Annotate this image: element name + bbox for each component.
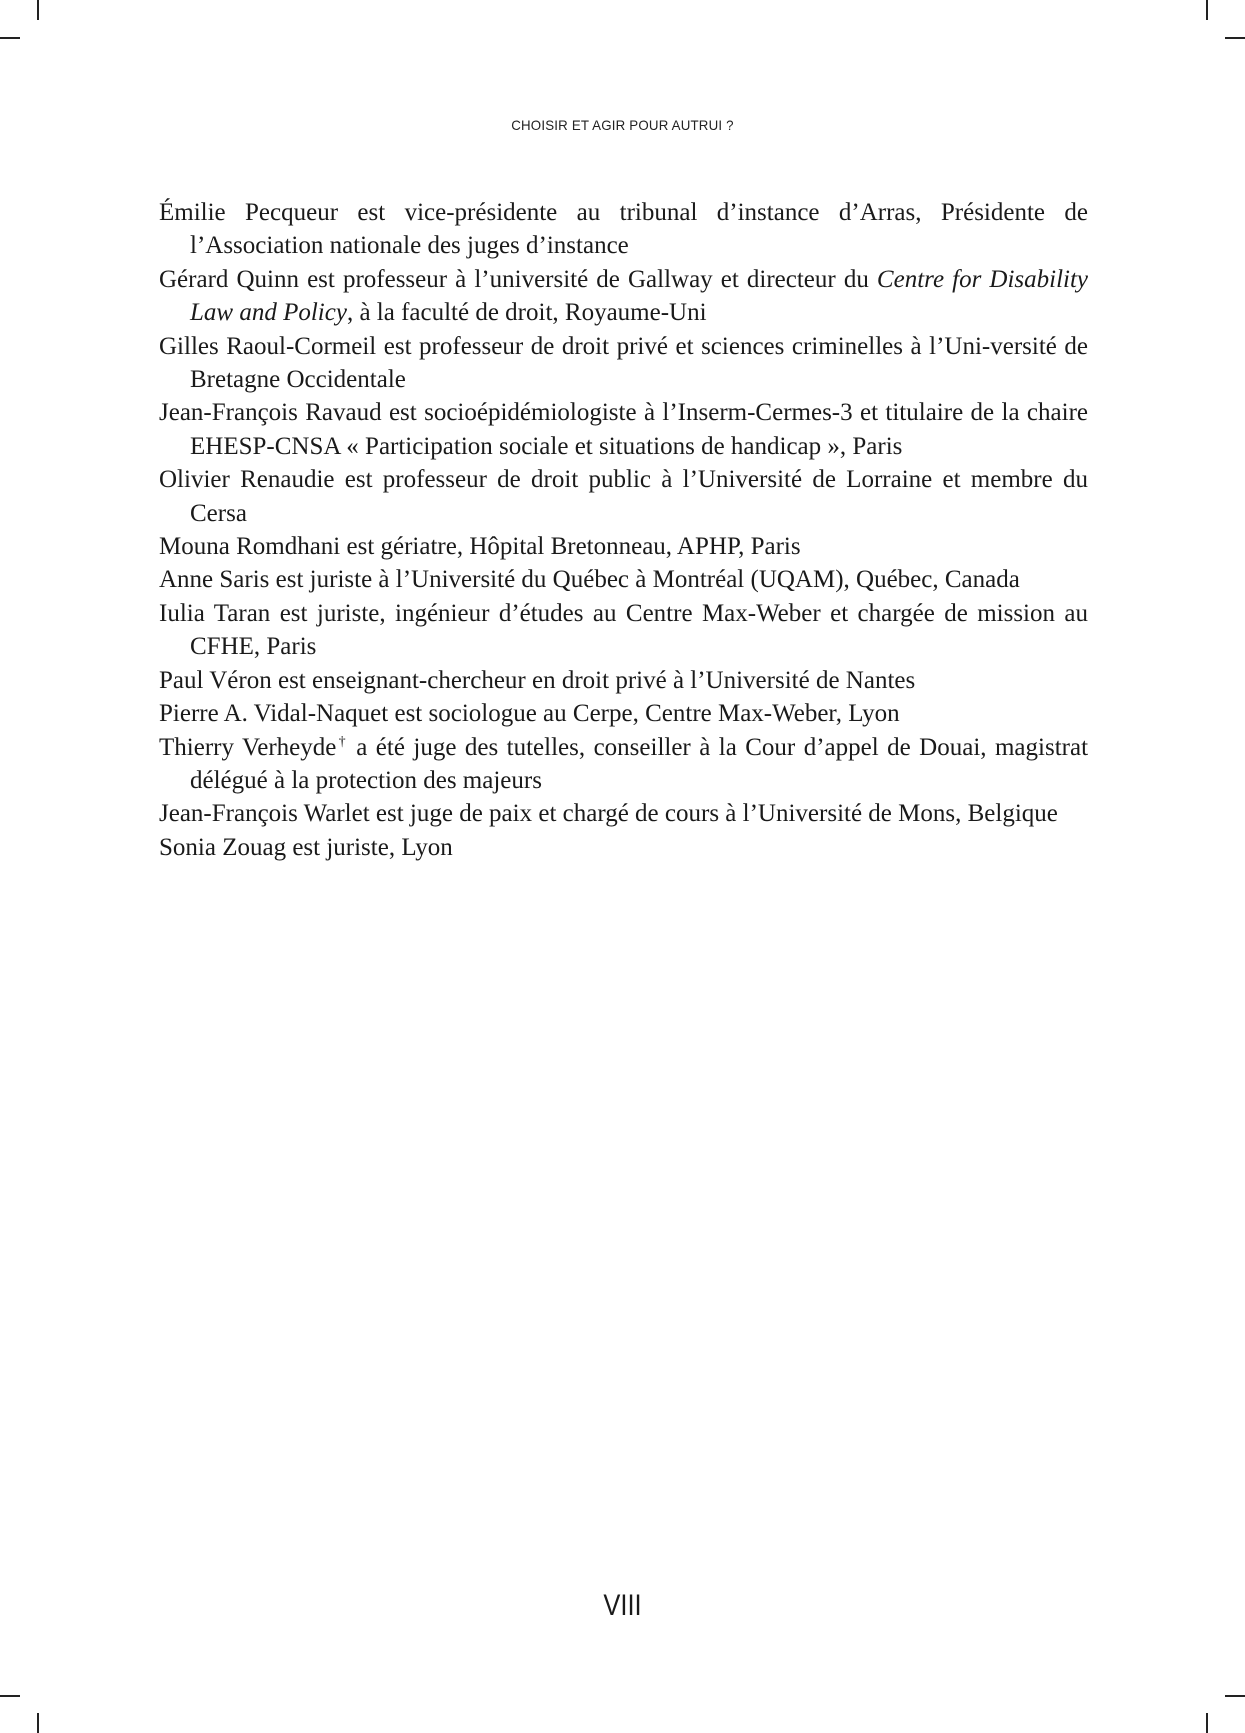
entry-text: Anne Saris est juriste à l’Université du Québec à Montréal (UQAM), Québec, Canada (159, 566, 1020, 594)
entry-text: Sonia Zouag est juriste, Lyon (159, 833, 453, 861)
list-item (159, 463, 1088, 530)
list-item (159, 664, 1088, 697)
crop-mark-left-top (0, 37, 20, 39)
list-item (159, 597, 1088, 664)
list-item (159, 563, 1088, 596)
list-item (159, 530, 1088, 563)
entry-text: Mouna Romdhani est gériatre, Hôpital Bretonneau, APHP, Paris (159, 533, 801, 561)
entry-text: Gérard Quinn est professeur à l’université de Gallway et directeur du (159, 265, 877, 293)
crop-mark-top-right (1206, 0, 1208, 20)
page-number: VIII (603, 1589, 642, 1622)
entry-text: , à la faculté de droit, Royaume-Uni (346, 299, 707, 327)
crop-mark-bottom-left (37, 1713, 39, 1733)
entry-text: Paul Véron est enseignant-chercheur en droit privé à l’Université de Nantes (159, 666, 916, 694)
crop-mark-right-top (1225, 37, 1245, 39)
list-item (159, 196, 1088, 263)
crop-mark-bottom-right (1206, 1713, 1208, 1733)
entry-text: Jean-François Ravaud est socioépidémiologiste à l’Inserm-Cermes-3 et titulaire de la chaire EHESP-CNSA « Participation sociale et situations de handicap », Paris (159, 399, 1088, 460)
contributor-list (159, 196, 1088, 864)
entry-italic-title: Centre for Disability Law and Policy (190, 265, 1089, 327)
list-item (159, 731, 1088, 798)
list-item (159, 330, 1088, 397)
crop-mark-left-bottom (0, 1695, 20, 1697)
entry-text: Thierry Verheyde (159, 733, 337, 761)
deceased-dagger-mark: † (336, 734, 348, 750)
entry-text: Émilie Pecqueur est vice-présidente au tribunal d’instance d’Arras, Présidente de l’Association nationale des juges d’instance (159, 199, 1088, 260)
entry-text: Olivier Renaudie est professeur de droit public à l’Université de Lorraine et membre du Cersa (159, 466, 1088, 527)
entry-text: Jean-François Warlet est juge de paix et chargé de cours à l’Université de Mons, Belgique (159, 800, 1058, 828)
crop-mark-top-left (37, 0, 39, 20)
list-item (159, 396, 1088, 463)
list-item (159, 797, 1088, 830)
entry-text: Iulia Taran est juriste, ingénieur d’études au Centre Max-Weber et chargée de mission au CFHE, Paris (159, 599, 1088, 661)
list-item (159, 263, 1088, 330)
list-item (159, 697, 1088, 730)
entry-text: Gilles Raoul-Cormeil est professeur de droit privé et sciences criminelles à l’Uni-versité de Bretagne Occidentale (159, 332, 1088, 394)
entry-text: Pierre A. Vidal-Naquet est sociologue au Cerpe, Centre Max-Weber, Lyon (159, 700, 900, 728)
list-item (159, 831, 1088, 864)
entry-text: a été juge des tutelles, conseiller à la Cour d’appel de Douai, magistrat délégué à la protection des majeurs (190, 733, 1089, 794)
crop-mark-right-bottom (1225, 1695, 1245, 1697)
running-head: CHOISIR ET AGIR POUR AUTRUI ? (511, 117, 734, 133)
